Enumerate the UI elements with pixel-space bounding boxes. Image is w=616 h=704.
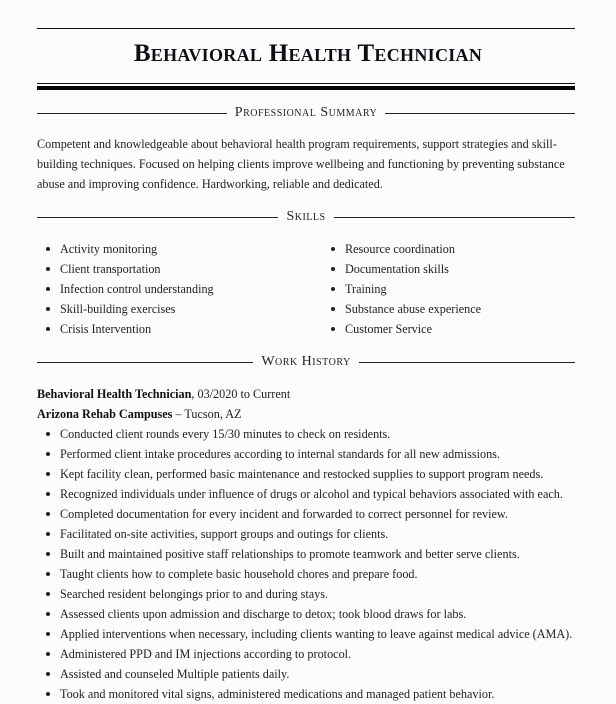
duty-item: Built and maintained positive staff relationships to promote teamwork and better serve clients. bbox=[44, 544, 577, 564]
section-heading-label: Professional Summary bbox=[234, 105, 378, 120]
skill-item: Documentation skills bbox=[329, 259, 481, 279]
job-title-line bbox=[37, 384, 577, 404]
job-company-line bbox=[37, 404, 577, 424]
duty-item: Searched resident belongings prior to and during stays. bbox=[44, 584, 577, 604]
skills-column-left bbox=[44, 239, 329, 339]
job-dates: , 03/2020 to Current bbox=[191, 387, 291, 401]
header-rule-thick bbox=[37, 86, 575, 90]
section-heading-skills bbox=[37, 209, 575, 225]
duty-item: Facilitated on-site activities, support groups and outings for clients. bbox=[44, 524, 577, 544]
skill-item: Skill-building exercises bbox=[44, 299, 329, 319]
duty-item: Applied interventions when necessary, including clients wanting to leave against medical advice (AMA). bbox=[44, 624, 577, 644]
heading-rule-right bbox=[334, 217, 575, 218]
professional-summary-text: Competent and knowledgeable about behavioral health program requirements, support strategies and skill-building techniques. Focused on helping clients improve wellbeing and functioning by preventing substance abuse and improving confidence. Hardworking, reliable and dedicated. bbox=[37, 137, 565, 191]
duty-item: Conducted client rounds every 15/30 minutes to check on residents. bbox=[44, 424, 577, 444]
skill-item: Resource coordination bbox=[329, 239, 481, 259]
job-duties-list bbox=[37, 424, 577, 704]
duty-item: Performed client intake procedures according to internal standards for all new admissions. bbox=[44, 444, 577, 464]
header-rule-thin bbox=[37, 83, 575, 84]
duty-item: Assessed clients upon admission and discharge to detox; took blood draws for labs. bbox=[44, 604, 577, 624]
duty-item: Completed documentation for every incident and forwarded to correct personnel for review. bbox=[44, 504, 577, 524]
heading-rule-left bbox=[37, 113, 227, 114]
duty-item: Assisted and counseled Multiple patients daily. bbox=[44, 664, 577, 684]
heading-rule-right bbox=[359, 362, 575, 363]
job-location: – Tucson, AZ bbox=[172, 407, 242, 421]
section-heading-label: Skills bbox=[286, 209, 326, 224]
duty-item: Kept facility clean, performed basic maintenance and restocked supplies to support program needs. bbox=[44, 464, 577, 484]
skill-item: Client transportation bbox=[44, 259, 329, 279]
skills-list bbox=[44, 239, 574, 339]
header-double-rule bbox=[37, 83, 575, 90]
skill-item: Customer Service bbox=[329, 319, 481, 339]
section-heading-label: Work History bbox=[261, 354, 351, 369]
skill-item: Activity monitoring bbox=[44, 239, 329, 259]
skill-item: Crisis Intervention bbox=[44, 319, 329, 339]
section-heading-work-history bbox=[37, 354, 575, 370]
resume-title: Behavioral Health Technician bbox=[133, 40, 483, 67]
section-heading-professional-summary bbox=[37, 105, 575, 121]
header-top-rule bbox=[37, 28, 575, 29]
job-company: Arizona Rehab Campuses bbox=[37, 407, 173, 421]
duty-item: Took and monitored vital signs, administered medications and managed patient behavior. bbox=[44, 684, 577, 704]
heading-rule-left bbox=[37, 217, 278, 218]
heading-rule-left bbox=[37, 362, 253, 363]
duty-item: Recognized individuals under influence of drugs or alcohol and typical behaviors associated with each. bbox=[44, 484, 577, 504]
skills-column-right bbox=[329, 239, 481, 339]
heading-rule-right bbox=[385, 113, 575, 114]
job-entry bbox=[37, 384, 577, 704]
duty-item: Administered PPD and IM injections according to protocol. bbox=[44, 644, 577, 664]
duty-item: Taught clients how to complete basic household chores and prepare food. bbox=[44, 564, 577, 584]
skill-item: Substance abuse experience bbox=[329, 299, 481, 319]
job-title: Behavioral Health Technician bbox=[37, 387, 192, 401]
skill-item: Training bbox=[329, 279, 481, 299]
skill-item: Infection control understanding bbox=[44, 279, 329, 299]
